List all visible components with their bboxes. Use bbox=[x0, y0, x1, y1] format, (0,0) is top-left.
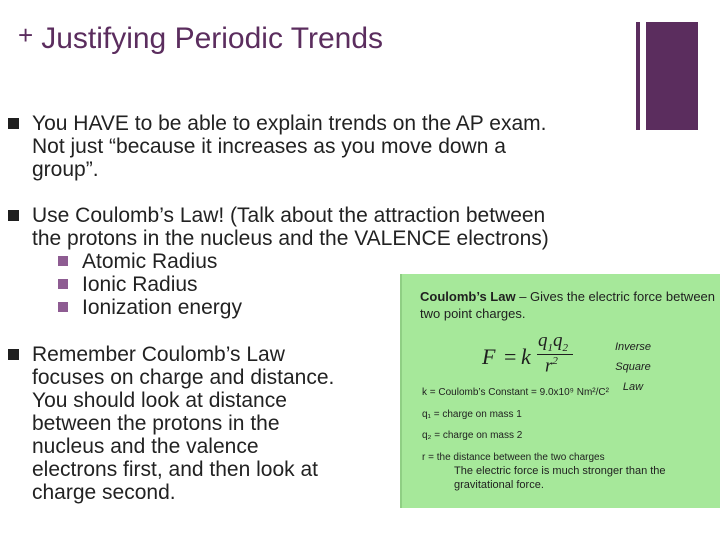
definitions-list bbox=[422, 382, 609, 468]
bullet-text: the protons in the nucleus and the VALENCE electrons) bbox=[32, 227, 549, 250]
bullet-text: You HAVE to be able to explain trends on the AP exam. bbox=[32, 112, 547, 135]
sub-bullet-ionization-energy bbox=[58, 296, 242, 319]
bullet-text: focuses on charge and distance. bbox=[32, 366, 335, 389]
title-text: Justifying Periodic Trends bbox=[41, 22, 384, 55]
inverse-label-line2: Law bbox=[622, 381, 644, 393]
formula-q1-sub: 1 bbox=[547, 341, 553, 354]
accent-bar-thick bbox=[646, 22, 698, 130]
law-heading-bold: Coulomb’s Law bbox=[420, 289, 516, 304]
plus-icon: + bbox=[18, 20, 34, 50]
square-bullet-icon bbox=[58, 256, 68, 266]
definition-item: q₁ = charge on mass 1 bbox=[422, 408, 522, 420]
sub-bullet-atomic-radius bbox=[58, 250, 217, 273]
bullet-text: nucleus and the valence bbox=[32, 435, 259, 458]
sub-bullet-text: Ionization energy bbox=[82, 296, 242, 319]
bullet-text: electrons first, and then look at bbox=[32, 458, 318, 481]
coulombs-law-image bbox=[400, 274, 720, 508]
square-bullet-icon bbox=[8, 118, 19, 129]
force-note: The electric force is much stronger than the gravitational force. bbox=[454, 465, 666, 491]
accent-bar-thin bbox=[636, 22, 640, 130]
sub-bullet-text: Atomic Radius bbox=[82, 250, 218, 273]
formula-q2-sub: 2 bbox=[562, 341, 568, 354]
bullet-text: Not just “because it increases as you move down a bbox=[32, 135, 506, 158]
sub-bullet-ionic-radius bbox=[58, 273, 198, 296]
formula-q1: q bbox=[538, 330, 548, 351]
square-bullet-icon bbox=[8, 210, 19, 221]
law-heading-rest: – Gives the electric force between two point charges. bbox=[420, 289, 716, 321]
formula-r-sup: 2 bbox=[552, 355, 558, 367]
square-bullet-icon bbox=[58, 279, 68, 289]
formula-k: k bbox=[521, 344, 531, 369]
bullet-text: group”. bbox=[32, 158, 99, 181]
formula-denominator bbox=[545, 355, 558, 377]
square-bullet-icon bbox=[58, 302, 68, 312]
bullet-text: Remember Coulomb’s Law bbox=[32, 343, 285, 366]
formula-F: F bbox=[482, 344, 496, 369]
bullet-text: You should look at distance bbox=[32, 389, 287, 412]
sub-bullet-text: Ionic Radius bbox=[82, 273, 198, 296]
bullet-ap-exam bbox=[8, 112, 546, 181]
formula-numerator bbox=[538, 330, 568, 354]
inverse-label-line1: Inverse Square bbox=[614, 341, 652, 373]
bullet-text: between the protons in the bbox=[32, 412, 280, 435]
bullet-coulombs-law bbox=[8, 204, 549, 250]
definition-item: r = the distance between the two charges bbox=[422, 451, 605, 463]
law-heading bbox=[420, 288, 720, 322]
bullet-remember bbox=[8, 343, 334, 504]
formula-r: r bbox=[545, 355, 553, 377]
formula-equals: = bbox=[504, 344, 517, 369]
bullet-text: charge second. bbox=[32, 481, 176, 504]
formula-q2: q bbox=[553, 330, 563, 351]
definition-item: q₂ = charge on mass 2 bbox=[422, 430, 523, 441]
bullet-text: Use Coulomb’s Law! (Talk about the attraction between bbox=[32, 204, 546, 227]
square-bullet-icon bbox=[8, 349, 19, 360]
page-title bbox=[18, 22, 383, 56]
definition-item: k = Coulomb’s Constant = 9.0x10⁹ Nm²/C² bbox=[422, 387, 609, 398]
